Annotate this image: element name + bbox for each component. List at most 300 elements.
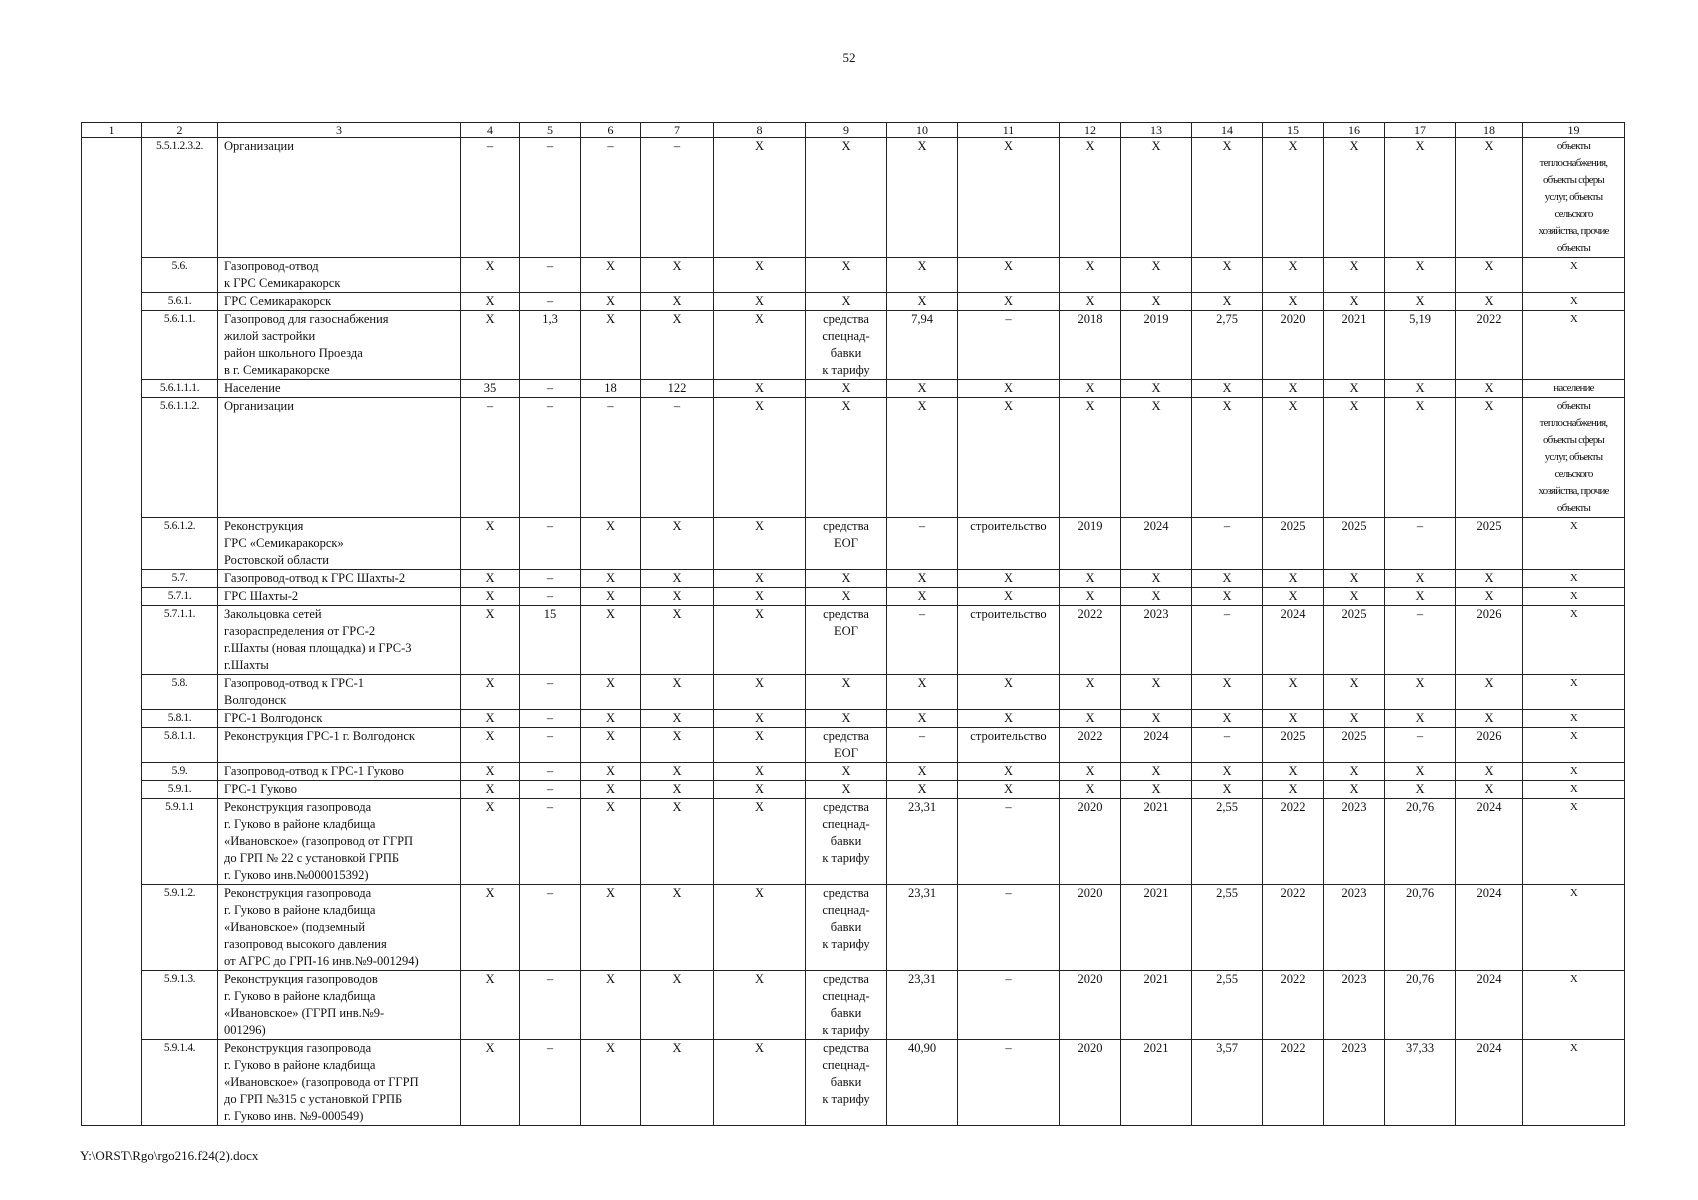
- value-cell-col-10: 23,31: [887, 971, 958, 1040]
- value-cell-col-18: 2024: [1456, 1040, 1523, 1126]
- value-cell-col-5: –: [520, 1040, 581, 1126]
- value-cell-col-11: Х: [958, 675, 1060, 710]
- value-cell-col-11: Х: [958, 380, 1060, 398]
- value-cell-col-7: Х: [641, 710, 714, 728]
- object-name-cell: Население: [218, 380, 461, 398]
- value-cell-col-10: Х: [887, 258, 958, 293]
- row-number-cell: 5.6.1.1.: [142, 311, 218, 380]
- consumer-category-cell: Х: [1523, 293, 1625, 311]
- value-cell-col-6: Х: [581, 781, 641, 799]
- value-cell-col-17: Х: [1385, 710, 1456, 728]
- value-cell-col-17: 20,76: [1385, 885, 1456, 971]
- value-cell-col-8: Х: [714, 518, 806, 570]
- column-number-1: 1: [82, 123, 142, 138]
- value-cell-col-10: –: [887, 728, 958, 763]
- consumer-category-cell: население: [1523, 380, 1625, 398]
- value-cell-col-4: Х: [461, 606, 520, 675]
- value-cell-col-11: –: [958, 885, 1060, 971]
- value-cell-col-17: 20,76: [1385, 971, 1456, 1040]
- value-cell-col-14: Х: [1192, 380, 1263, 398]
- value-cell-col-5: –: [520, 570, 581, 588]
- value-cell-col-7: Х: [641, 1040, 714, 1126]
- table-row: [82, 781, 1625, 799]
- value-cell-col-9: средства спецнад- бавки к тарифу: [806, 885, 887, 971]
- value-cell-col-17: 5,19: [1385, 311, 1456, 380]
- table-row: [82, 380, 1625, 398]
- value-cell-col-15: 2022: [1263, 971, 1324, 1040]
- value-cell-col-9: Х: [806, 588, 887, 606]
- value-cell-col-9: Х: [806, 570, 887, 588]
- value-cell-col-16: 2023: [1324, 885, 1385, 971]
- value-cell-col-9: Х: [806, 258, 887, 293]
- value-cell-col-17: Х: [1385, 258, 1456, 293]
- value-cell-col-18: 2022: [1456, 311, 1523, 380]
- value-cell-col-10: Х: [887, 781, 958, 799]
- value-cell-col-17: Х: [1385, 398, 1456, 518]
- value-cell-col-16: 2023: [1324, 1040, 1385, 1126]
- value-cell-col-13: Х: [1121, 781, 1192, 799]
- row-number-cell: 5.6.1.1.2.: [142, 398, 218, 518]
- value-cell-col-13: Х: [1121, 293, 1192, 311]
- value-cell-col-18: Х: [1456, 293, 1523, 311]
- object-name-cell: Газопровод для газоснабжения жилой застройки район школьного Проезда в г. Семикаракорске: [218, 311, 461, 380]
- value-cell-col-12: Х: [1060, 258, 1121, 293]
- value-cell-col-5: –: [520, 710, 581, 728]
- value-cell-col-9: Х: [806, 398, 887, 518]
- value-cell-col-18: Х: [1456, 398, 1523, 518]
- value-cell-col-7: Х: [641, 570, 714, 588]
- value-cell-col-7: Х: [641, 799, 714, 885]
- object-name-cell: Газопровод-отвод к ГРС Семикаракорск: [218, 258, 461, 293]
- object-name-cell: Газопровод-отвод к ГРС-1 Гуково: [218, 763, 461, 781]
- value-cell-col-11: строительство: [958, 518, 1060, 570]
- value-cell-col-9: Х: [806, 781, 887, 799]
- value-cell-col-16: Х: [1324, 588, 1385, 606]
- consumer-category-cell: Х: [1523, 971, 1625, 1040]
- value-cell-col-6: Х: [581, 710, 641, 728]
- value-cell-col-13: 2024: [1121, 728, 1192, 763]
- value-cell-col-18: 2024: [1456, 971, 1523, 1040]
- value-cell-col-4: Х: [461, 258, 520, 293]
- value-cell-col-16: Х: [1324, 781, 1385, 799]
- column-number-13: 13: [1121, 123, 1192, 138]
- value-cell-col-10: Х: [887, 710, 958, 728]
- value-cell-col-5: –: [520, 588, 581, 606]
- column-number-3: 3: [218, 123, 461, 138]
- value-cell-col-7: Х: [641, 763, 714, 781]
- table-row: [82, 258, 1625, 293]
- consumer-category-cell: Х: [1523, 1040, 1625, 1126]
- value-cell-col-18: 2026: [1456, 728, 1523, 763]
- value-cell-col-10: –: [887, 518, 958, 570]
- value-cell-col-17: Х: [1385, 380, 1456, 398]
- value-cell-col-13: Х: [1121, 710, 1192, 728]
- row-number-cell: 5.8.: [142, 675, 218, 710]
- value-cell-col-12: 2022: [1060, 606, 1121, 675]
- value-cell-col-6: Х: [581, 293, 641, 311]
- value-cell-col-6: Х: [581, 885, 641, 971]
- value-cell-col-10: Х: [887, 398, 958, 518]
- value-cell-col-15: Х: [1263, 675, 1324, 710]
- value-cell-col-4: Х: [461, 518, 520, 570]
- value-cell-col-16: Х: [1324, 138, 1385, 258]
- value-cell-col-12: Х: [1060, 293, 1121, 311]
- value-cell-col-9: Х: [806, 763, 887, 781]
- column-number-header-row: [82, 123, 1625, 138]
- value-cell-col-10: Х: [887, 763, 958, 781]
- object-name-cell: Реконструкция газопровода г. Гуково в районе кладбища «Ивановское» (подземный газопровод высокого давления от АГРС до ГРП-16 инв.№9-001294): [218, 885, 461, 971]
- value-cell-col-6: Х: [581, 570, 641, 588]
- value-cell-col-12: Х: [1060, 588, 1121, 606]
- value-cell-col-13: 2021: [1121, 971, 1192, 1040]
- value-cell-col-10: 40,90: [887, 1040, 958, 1126]
- column-number-4: 4: [461, 123, 520, 138]
- row-number-cell: 5.9.1.1: [142, 799, 218, 885]
- value-cell-col-17: Х: [1385, 293, 1456, 311]
- value-cell-col-8: Х: [714, 606, 806, 675]
- value-cell-col-15: Х: [1263, 763, 1324, 781]
- consumer-category-cell: Х: [1523, 710, 1625, 728]
- value-cell-col-7: –: [641, 138, 714, 258]
- column-number-12: 12: [1060, 123, 1121, 138]
- column-number-5: 5: [520, 123, 581, 138]
- value-cell-col-8: Х: [714, 311, 806, 380]
- value-cell-col-4: Х: [461, 781, 520, 799]
- value-cell-col-4: Х: [461, 885, 520, 971]
- consumer-category-cell: Х: [1523, 885, 1625, 971]
- value-cell-col-15: 2022: [1263, 1040, 1324, 1126]
- value-cell-col-15: 2020: [1263, 311, 1324, 380]
- consumer-category-cell: Х: [1523, 606, 1625, 675]
- value-cell-col-9: Х: [806, 380, 887, 398]
- value-cell-col-14: Х: [1192, 675, 1263, 710]
- value-cell-col-18: Х: [1456, 588, 1523, 606]
- value-cell-col-13: Х: [1121, 588, 1192, 606]
- value-cell-col-16: Х: [1324, 398, 1385, 518]
- value-cell-col-4: 35: [461, 380, 520, 398]
- value-cell-col-13: Х: [1121, 675, 1192, 710]
- value-cell-col-5: –: [520, 138, 581, 258]
- value-cell-col-16: Х: [1324, 675, 1385, 710]
- value-cell-col-4: Х: [461, 675, 520, 710]
- table-row: [82, 138, 1625, 258]
- value-cell-col-17: –: [1385, 606, 1456, 675]
- value-cell-col-6: Х: [581, 518, 641, 570]
- value-cell-col-16: 2023: [1324, 799, 1385, 885]
- value-cell-col-16: 2023: [1324, 971, 1385, 1040]
- value-cell-col-13: 2023: [1121, 606, 1192, 675]
- value-cell-col-8: Х: [714, 710, 806, 728]
- value-cell-col-15: 2025: [1263, 518, 1324, 570]
- value-cell-col-18: Х: [1456, 258, 1523, 293]
- value-cell-col-5: –: [520, 799, 581, 885]
- value-cell-col-9: Х: [806, 138, 887, 258]
- consumer-category-cell: Х: [1523, 728, 1625, 763]
- value-cell-col-4: Х: [461, 570, 520, 588]
- value-cell-col-15: 2022: [1263, 885, 1324, 971]
- value-cell-col-16: Х: [1324, 710, 1385, 728]
- value-cell-col-12: Х: [1060, 710, 1121, 728]
- value-cell-col-14: 2,75: [1192, 311, 1263, 380]
- value-cell-col-16: 2025: [1324, 606, 1385, 675]
- value-cell-col-18: 2024: [1456, 799, 1523, 885]
- value-cell-col-6: –: [581, 398, 641, 518]
- value-cell-col-4: Х: [461, 763, 520, 781]
- value-cell-col-7: Х: [641, 885, 714, 971]
- table-row: [82, 1040, 1625, 1126]
- value-cell-col-7: –: [641, 398, 714, 518]
- value-cell-col-6: Х: [581, 971, 641, 1040]
- column-number-10: 10: [887, 123, 958, 138]
- value-cell-col-8: Х: [714, 885, 806, 971]
- value-cell-col-14: Х: [1192, 710, 1263, 728]
- value-cell-col-4: Х: [461, 588, 520, 606]
- object-name-cell: ГРС Семикаракорск: [218, 293, 461, 311]
- value-cell-col-6: Х: [581, 1040, 641, 1126]
- value-cell-col-12: 2018: [1060, 311, 1121, 380]
- value-cell-col-6: Х: [581, 728, 641, 763]
- column-number-16: 16: [1324, 123, 1385, 138]
- consumer-category-cell: объекты теплоснабжения, объекты сферы услуг, объекты сельского хозяйства, прочие объекты: [1523, 398, 1625, 518]
- value-cell-col-8: Х: [714, 570, 806, 588]
- row-number-cell: 5.5.1.2.3.2.: [142, 138, 218, 258]
- value-cell-col-10: Х: [887, 138, 958, 258]
- table-row: [82, 763, 1625, 781]
- value-cell-col-18: Х: [1456, 763, 1523, 781]
- value-cell-col-10: Х: [887, 588, 958, 606]
- value-cell-col-6: Х: [581, 799, 641, 885]
- table-row: [82, 398, 1625, 518]
- value-cell-col-15: Х: [1263, 710, 1324, 728]
- value-cell-col-17: 20,76: [1385, 799, 1456, 885]
- value-cell-col-7: Х: [641, 728, 714, 763]
- value-cell-col-7: 122: [641, 380, 714, 398]
- value-cell-col-9: Х: [806, 675, 887, 710]
- object-name-cell: Реконструкция газопровода г. Гуково в районе кладбища «Ивановское» (газопровод от ГГРП до ГРП № 22 с установкой ГРПБ г. Гуково инв.№000015392): [218, 799, 461, 885]
- column-number-7: 7: [641, 123, 714, 138]
- object-name-cell: Закольцовка сетей газораспределения от ГРС-2 г.Шахты (новая площадка) и ГРС-3 г.Шахты: [218, 606, 461, 675]
- value-cell-col-18: 2025: [1456, 518, 1523, 570]
- consumer-category-cell: Х: [1523, 675, 1625, 710]
- value-cell-col-11: Х: [958, 293, 1060, 311]
- value-cell-col-17: 37,33: [1385, 1040, 1456, 1126]
- value-cell-col-9: средства спецнад- бавки к тарифу: [806, 971, 887, 1040]
- value-cell-col-11: –: [958, 971, 1060, 1040]
- table-row: [82, 885, 1625, 971]
- value-cell-col-6: Х: [581, 675, 641, 710]
- value-cell-col-10: 23,31: [887, 799, 958, 885]
- table-row: [82, 799, 1625, 885]
- value-cell-col-8: Х: [714, 971, 806, 1040]
- value-cell-col-10: Х: [887, 570, 958, 588]
- value-cell-col-15: Х: [1263, 258, 1324, 293]
- value-cell-col-13: 2021: [1121, 799, 1192, 885]
- value-cell-col-18: Х: [1456, 675, 1523, 710]
- value-cell-col-8: Х: [714, 728, 806, 763]
- value-cell-col-16: Х: [1324, 293, 1385, 311]
- value-cell-col-5: –: [520, 518, 581, 570]
- value-cell-col-4: Х: [461, 311, 520, 380]
- value-cell-col-14: 3,57: [1192, 1040, 1263, 1126]
- column-number-9: 9: [806, 123, 887, 138]
- column-number-18: 18: [1456, 123, 1523, 138]
- value-cell-col-10: 23,31: [887, 885, 958, 971]
- object-name-cell: Газопровод-отвод к ГРС Шахты-2: [218, 570, 461, 588]
- value-cell-col-9: средства спецнад- бавки к тарифу: [806, 1040, 887, 1126]
- value-cell-col-11: Х: [958, 570, 1060, 588]
- value-cell-col-5: 15: [520, 606, 581, 675]
- value-cell-col-5: –: [520, 675, 581, 710]
- value-cell-col-6: Х: [581, 311, 641, 380]
- value-cell-col-4: Х: [461, 1040, 520, 1126]
- value-cell-col-5: –: [520, 885, 581, 971]
- value-cell-col-11: Х: [958, 138, 1060, 258]
- value-cell-col-6: Х: [581, 763, 641, 781]
- value-cell-col-14: 2,55: [1192, 885, 1263, 971]
- column-number-8: 8: [714, 123, 806, 138]
- row-number-cell: 5.7.1.1.: [142, 606, 218, 675]
- row-number-cell: 5.9.1.2.: [142, 885, 218, 971]
- value-cell-col-9: средства спецнад- бавки к тарифу: [806, 311, 887, 380]
- value-cell-col-12: Х: [1060, 138, 1121, 258]
- value-cell-col-8: Х: [714, 138, 806, 258]
- value-cell-col-15: 2025: [1263, 728, 1324, 763]
- value-cell-col-8: Х: [714, 799, 806, 885]
- value-cell-col-16: Х: [1324, 258, 1385, 293]
- value-cell-col-12: 2019: [1060, 518, 1121, 570]
- value-cell-col-13: 2019: [1121, 311, 1192, 380]
- value-cell-col-18: 2026: [1456, 606, 1523, 675]
- row-number-cell: 5.9.1.: [142, 781, 218, 799]
- consumer-category-cell: Х: [1523, 799, 1625, 885]
- value-cell-col-11: –: [958, 799, 1060, 885]
- value-cell-col-4: Х: [461, 971, 520, 1040]
- object-name-cell: Газопровод-отвод к ГРС-1 Волгодонск: [218, 675, 461, 710]
- table-row: [82, 293, 1625, 311]
- row-number-cell: 5.8.1.1.: [142, 728, 218, 763]
- value-cell-col-15: 2022: [1263, 799, 1324, 885]
- value-cell-col-12: Х: [1060, 570, 1121, 588]
- value-cell-col-14: Х: [1192, 763, 1263, 781]
- value-cell-col-14: 2,55: [1192, 971, 1263, 1040]
- value-cell-col-6: Х: [581, 258, 641, 293]
- value-cell-col-7: Х: [641, 971, 714, 1040]
- value-cell-col-5: –: [520, 971, 581, 1040]
- value-cell-col-11: Х: [958, 258, 1060, 293]
- table-row: [82, 570, 1625, 588]
- row-number-cell: 5.6.: [142, 258, 218, 293]
- value-cell-col-17: –: [1385, 518, 1456, 570]
- row-number-cell: 5.6.1.1.1.: [142, 380, 218, 398]
- value-cell-col-7: Х: [641, 675, 714, 710]
- value-cell-col-11: Х: [958, 710, 1060, 728]
- value-cell-col-18: Х: [1456, 380, 1523, 398]
- value-cell-col-8: Х: [714, 588, 806, 606]
- value-cell-col-18: Х: [1456, 138, 1523, 258]
- column-number-14: 14: [1192, 123, 1263, 138]
- value-cell-col-7: Х: [641, 588, 714, 606]
- value-cell-col-7: Х: [641, 258, 714, 293]
- value-cell-col-4: –: [461, 398, 520, 518]
- value-cell-col-13: Х: [1121, 380, 1192, 398]
- object-name-cell: Реконструкция ГРС «Семикаракорск» Ростовской области: [218, 518, 461, 570]
- row-number-cell: 5.6.1.2.: [142, 518, 218, 570]
- consumer-category-cell: Х: [1523, 311, 1625, 380]
- value-cell-col-12: 2020: [1060, 1040, 1121, 1126]
- row-number-cell: 5.8.1.: [142, 710, 218, 728]
- value-cell-col-13: Х: [1121, 138, 1192, 258]
- value-cell-col-10: Х: [887, 380, 958, 398]
- consumer-category-cell: Х: [1523, 781, 1625, 799]
- value-cell-col-14: –: [1192, 518, 1263, 570]
- value-cell-col-12: Х: [1060, 763, 1121, 781]
- value-cell-col-5: –: [520, 380, 581, 398]
- value-cell-col-4: Х: [461, 710, 520, 728]
- value-cell-col-14: Х: [1192, 138, 1263, 258]
- value-cell-col-4: –: [461, 138, 520, 258]
- object-name-cell: ГРС-1 Волгодонск: [218, 710, 461, 728]
- column-number-17: 17: [1385, 123, 1456, 138]
- value-cell-col-16: 2021: [1324, 311, 1385, 380]
- consumer-category-cell: Х: [1523, 588, 1625, 606]
- value-cell-col-18: Х: [1456, 781, 1523, 799]
- table-row: [82, 971, 1625, 1040]
- value-cell-col-8: Х: [714, 763, 806, 781]
- value-cell-col-9: Х: [806, 710, 887, 728]
- row-number-cell: 5.9.1.4.: [142, 1040, 218, 1126]
- value-cell-col-6: Х: [581, 606, 641, 675]
- value-cell-col-13: 2024: [1121, 518, 1192, 570]
- value-cell-col-13: Х: [1121, 258, 1192, 293]
- value-cell-col-17: Х: [1385, 781, 1456, 799]
- object-name-cell: Организации: [218, 138, 461, 258]
- object-name-cell: ГРС-1 Гуково: [218, 781, 461, 799]
- object-name-cell: Реконструкция газопроводов г. Гуково в районе кладбища «Ивановское» (ГГРП инв.№9- 001296): [218, 971, 461, 1040]
- value-cell-col-14: Х: [1192, 570, 1263, 588]
- value-cell-col-8: Х: [714, 258, 806, 293]
- value-cell-col-13: Х: [1121, 763, 1192, 781]
- value-cell-col-14: Х: [1192, 293, 1263, 311]
- object-name-cell: Организации: [218, 398, 461, 518]
- value-cell-col-17: Х: [1385, 675, 1456, 710]
- value-cell-col-4: Х: [461, 799, 520, 885]
- value-cell-col-12: Х: [1060, 675, 1121, 710]
- value-cell-col-8: Х: [714, 1040, 806, 1126]
- value-cell-col-10: Х: [887, 675, 958, 710]
- value-cell-col-4: Х: [461, 293, 520, 311]
- value-cell-col-17: –: [1385, 728, 1456, 763]
- value-cell-col-16: 2025: [1324, 728, 1385, 763]
- value-cell-col-13: 2021: [1121, 1040, 1192, 1126]
- value-cell-col-10: –: [887, 606, 958, 675]
- row-number-cell: 5.9.: [142, 763, 218, 781]
- row-number-cell: 5.9.1.3.: [142, 971, 218, 1040]
- value-cell-col-11: –: [958, 311, 1060, 380]
- page-number: 52: [842, 50, 856, 65]
- value-cell-col-14: Х: [1192, 258, 1263, 293]
- value-cell-col-5: –: [520, 763, 581, 781]
- value-cell-col-12: 2020: [1060, 799, 1121, 885]
- consumer-category-cell: объекты теплоснабжения, объекты сферы услуг, объекты сельского хозяйства, прочие объекты: [1523, 138, 1625, 258]
- table-row: [82, 311, 1625, 380]
- value-cell-col-8: Х: [714, 781, 806, 799]
- value-cell-col-7: Х: [641, 606, 714, 675]
- object-name-cell: Реконструкция ГРС-1 г. Волгодонск: [218, 728, 461, 763]
- value-cell-col-14: Х: [1192, 398, 1263, 518]
- value-cell-col-15: Х: [1263, 570, 1324, 588]
- value-cell-col-18: 2024: [1456, 885, 1523, 971]
- value-cell-col-15: Х: [1263, 293, 1324, 311]
